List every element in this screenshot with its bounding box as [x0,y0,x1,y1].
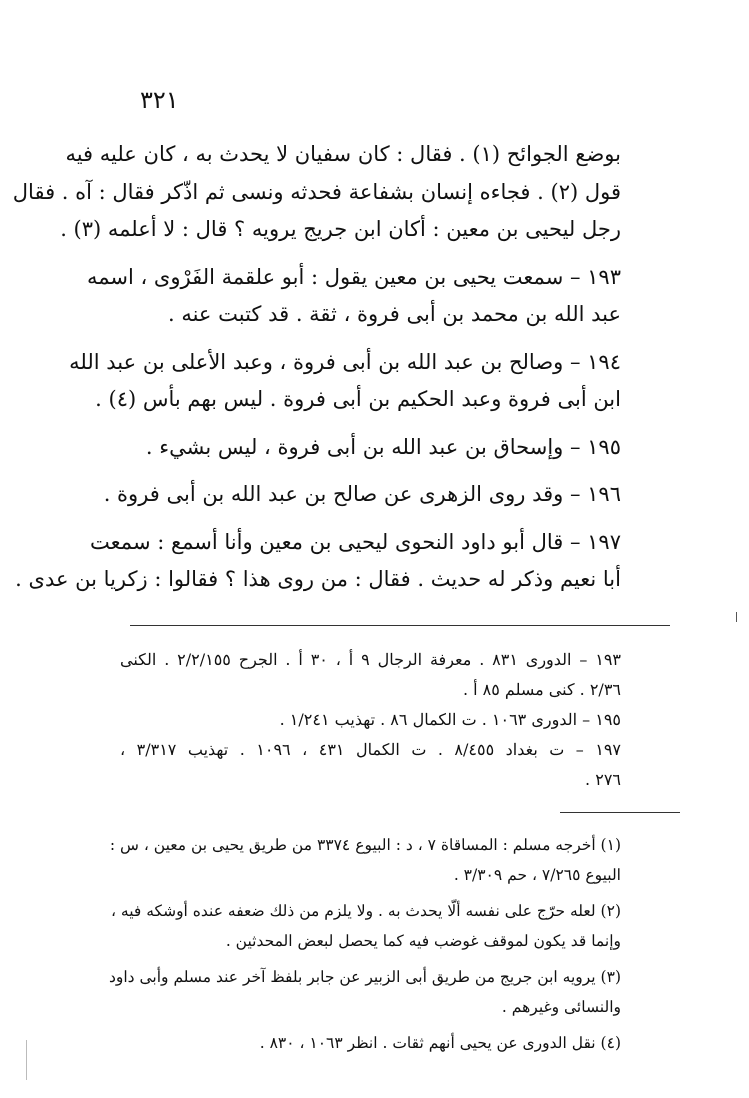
reference-line: ٢٧٦ . [585,770,621,789]
footnote-line: (٢) لعله حرّج على نفسه ألّا يحدث به . ولا يلزم من ذلك ضعفه عنده أوشكه فيه ، [110,902,621,920]
margin-mark [736,612,737,622]
reference-line: ١٩٣ – الدورى ٨٣١ . معرفة الرجال ٩ أ ، ٣٠ أ . الجرح ٢/٢/١٥٥ . الكنى [120,650,621,669]
margin-mark [26,1040,27,1080]
text-line: قول (٢) . فجاءه إنسان بشفاعة فحدثه ونسى ثم اذّكر فقال : آه . فقال [12,179,621,204]
page-number: ٣٢١ [140,86,179,114]
reference-line: ١٩٥ – الدورى ١٠٦٣ . ت الكمال ٨٦ . تهذيب ١/٢٤١ . [279,710,621,729]
entry-193-line: ١٩٣ – سمعت يحيى بن معين يقول : أبو علقمة الفَرْوى ، اسمه [86,264,621,289]
entry-194-line: ١٩٤ – وصالح بن عبد الله بن أبى فروة ، وعبد الأعلى بن عبد الله [69,349,621,374]
footnotes [108,830,621,1058]
footnote-divider [560,812,680,813]
entry-195-line: ١٩٥ – وإسحاق بن عبد الله بن أبى فروة ، ليس بشيء . [145,434,621,459]
reference-line: ٢/٣٦ . كنى مسلم ٨٥ أ . [462,680,621,699]
footnote-line: البيوع ٧/٢٦٥ ، حم ٣/٣٠٩ . [453,866,621,884]
footnote-line: (٣) يرويه ابن جريج من طريق أبى الزبير عن جابر بلفظ آخر عند مسلم وأبى داود [108,968,621,986]
entry-196-line: ١٩٦ – وقد روى الزهرى عن صالح بن عبد الله بن أبى فروة . [103,482,621,506]
text-line: أبا نعيم وذكر له حديث . فقال : من روى هذا ؟ فقالوا : زكريا بن عدى . [15,567,621,591]
footnote-line: (١) أخرجه مسلم : المساقاة ٧ ، د : البيوع ٣٣٧٤ من طريق يحيى بن معين ، س : [109,836,621,854]
references [120,645,621,795]
text-line: رجل ليحيى بن معين : أكان ابن جريج يرويه ؟ قال : لا أعلمه (٣) . [60,217,621,241]
text-line: عبد الله بن محمد بن أبى فروة ، ثقة . قد كتبت عنه . [167,302,621,326]
footnote-line: (٤) نقل الدورى عن يحيى أنهم ثقات . انظر ١٠٦٣ ، ٨٣٠ . [259,1034,621,1052]
divider [130,625,670,626]
reference-line: ١٩٧ – ت بغداد ٨/٤٥٥ . ت الكمال ٤٣١ ، ١٠٩٦ . تهذيب ٣/٣١٧ ، [120,740,621,759]
text-line: بوضع الجوائح (١) . فقال : كان سفيان لا يحدث به ، كان عليه فيه [65,142,621,166]
footnote-line: والنسائى وغيرهم . [501,998,621,1016]
text-line: ابن أبى فروة وعبد الحكيم بن أبى فروة . ليس بهم بأس (٤) . [95,387,621,411]
main-text [12,136,621,599]
footnote-line: وإنما قد يكون لموقف غوضب فيه كما يحصل لبعض المحدثين . [225,932,621,950]
entry-197-line: ١٩٧ – قال أبو داود النحوى ليحيى بن معين وأنا أسمع : سمعت [90,529,621,554]
